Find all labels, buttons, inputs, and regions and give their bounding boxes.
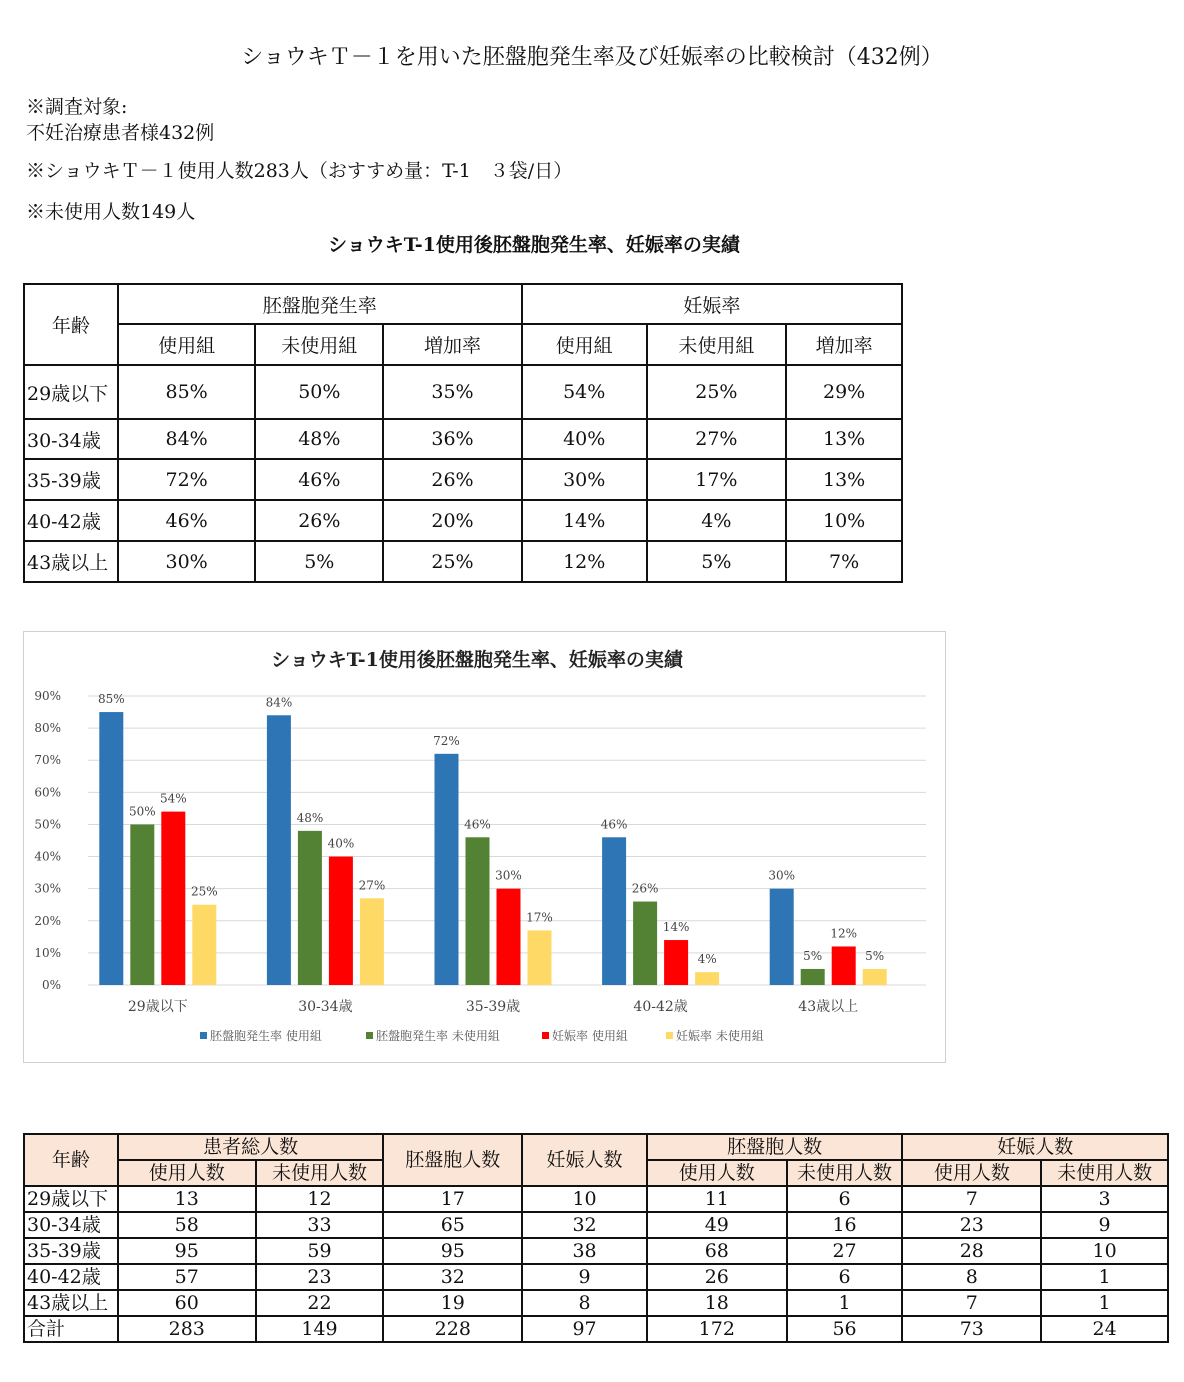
row-age-label: 30-34歳 [24, 1212, 118, 1238]
table-row [24, 541, 902, 582]
bar [801, 969, 825, 985]
data-label: 5% [803, 948, 823, 963]
table-cell: 28 [902, 1238, 1041, 1264]
table-cell: 46% [118, 500, 256, 541]
table-cell: 10 [522, 1186, 647, 1212]
table-cell: 65 [383, 1212, 522, 1238]
data-label: 46% [464, 817, 491, 832]
table-cell: 14% [522, 500, 647, 541]
row-age-label: 30-34歳 [24, 419, 118, 459]
table-cell: 5% [647, 541, 787, 582]
table-cell: 1 [787, 1290, 903, 1316]
table-row [24, 1264, 1168, 1290]
x-tick-label: 35-39歳 [465, 999, 521, 1015]
table-cell: 10 [1041, 1238, 1168, 1264]
legend-swatch [200, 1032, 207, 1039]
data-label: 26% [631, 881, 659, 896]
bar [130, 824, 154, 985]
legend-swatch [366, 1032, 373, 1039]
unused-count-note: ※未使用人数149人 [26, 201, 196, 223]
chart-title: ショウキT-1使用後胚盤胞発生率、妊娠率の実績 [271, 649, 683, 671]
legend-swatch [542, 1032, 549, 1039]
y-tick-label: 10% [34, 945, 61, 960]
table-cell: 6 [787, 1186, 903, 1212]
table-cell: 36% [383, 419, 522, 459]
table-cell: 95 [118, 1238, 256, 1264]
bar [329, 857, 353, 985]
bar [695, 972, 719, 985]
table-cell: 8 [902, 1264, 1041, 1290]
bar [192, 905, 216, 985]
table-cell: 12% [522, 541, 647, 582]
row-age-label: 35-39歳 [24, 459, 118, 500]
rate-subheader: 未使用組 [255, 324, 383, 365]
table-cell: 27% [647, 419, 787, 459]
bar [602, 837, 626, 985]
table-cell: 26 [647, 1264, 787, 1290]
y-tick-label: 60% [34, 785, 61, 800]
table-cell: 11 [647, 1186, 787, 1212]
count-header-blastocyst-total: 胚盤胞人数 [383, 1134, 522, 1186]
bar [298, 831, 322, 985]
table-cell: 84% [118, 419, 256, 459]
row-age-label: 35-39歳 [24, 1238, 118, 1264]
rate-subheader: 使用組 [118, 324, 256, 365]
table-cell: 26% [383, 459, 522, 500]
table-cell: 49 [647, 1212, 787, 1238]
table-row [24, 459, 902, 500]
table-cell: 60 [118, 1290, 256, 1316]
row-age-label: 40-42歳 [24, 500, 118, 541]
count-subheader: 使用人数 [647, 1160, 787, 1186]
table-cell: 48% [255, 419, 383, 459]
table-cell: 17 [383, 1186, 522, 1212]
table-cell: 13 [118, 1186, 256, 1212]
count-subheader: 未使用人数 [1041, 1160, 1168, 1186]
used-count-note: ※ショウキＴ－１使用人数283人（おすすめ量：T-1 ３袋/日） [26, 160, 573, 182]
table-cell: 18 [647, 1290, 787, 1316]
x-tick-label: 43歳以上 [798, 999, 859, 1015]
table-cell: 68 [647, 1238, 787, 1264]
table-cell: 23 [902, 1212, 1041, 1238]
legend-label: 妊娠率 使用組 [552, 1029, 628, 1043]
table-cell: 33 [256, 1212, 384, 1238]
table-cell: 24 [1041, 1316, 1168, 1342]
table-cell: 1 [1041, 1290, 1168, 1316]
data-label: 17% [526, 910, 553, 925]
data-label: 30% [495, 868, 522, 883]
rate-subheader: 未使用組 [647, 324, 787, 365]
bar [466, 837, 490, 985]
table-cell: 26% [255, 500, 383, 541]
count-group-pregnancy: 妊娠人数 [902, 1134, 1168, 1160]
table-cell: 97 [522, 1316, 647, 1342]
y-tick-label: 0% [41, 978, 61, 992]
table-cell: 12 [256, 1186, 384, 1212]
data-label: 25% [190, 884, 218, 899]
table-cell: 5% [255, 541, 383, 582]
rate-subheader: 増加率 [786, 324, 902, 365]
bar-chart [23, 631, 946, 1063]
table-cell: 29% [786, 365, 902, 419]
table-row [24, 1238, 1168, 1264]
table-cell: 9 [1041, 1212, 1168, 1238]
table-cell: 13% [786, 419, 902, 459]
x-tick-label: 40-42歳 [633, 999, 688, 1015]
table-cell: 58 [118, 1212, 256, 1238]
table-cell: 20% [383, 500, 522, 541]
count-subheader: 使用人数 [902, 1160, 1041, 1186]
bar [664, 940, 688, 985]
table-cell: 4% [647, 500, 787, 541]
rate-subheader: 増加率 [383, 324, 522, 365]
rate-group-pregnancy: 妊娠率 [522, 284, 902, 324]
page-title: ショウキＴ－１を用いた胚盤胞発生率及び妊娠率の比較検討（432例） [241, 45, 943, 70]
data-label: 4% [697, 952, 717, 967]
data-label: 84% [265, 695, 293, 710]
table-cell: 40% [522, 419, 647, 459]
table-cell: 6 [787, 1264, 903, 1290]
table-cell: 25% [383, 541, 522, 582]
row-age-label: 合計 [24, 1316, 118, 1342]
rate-age-header: 年齢 [24, 284, 118, 365]
table-cell: 7 [902, 1290, 1041, 1316]
data-label: 12% [830, 926, 858, 941]
count-table [23, 1133, 1169, 1343]
count-age-header: 年齢 [24, 1134, 118, 1186]
table-cell: 27 [787, 1238, 903, 1264]
table-row [24, 500, 902, 541]
data-label: 30% [768, 868, 796, 883]
row-age-label: 43歳以上 [24, 1290, 118, 1316]
target-label: ※調査対象: [26, 96, 128, 118]
row-age-label: 43歳以上 [24, 541, 118, 582]
bar [99, 712, 123, 985]
legend-label: 妊娠率 未使用組 [676, 1029, 764, 1043]
y-tick-label: 50% [34, 817, 61, 832]
table-cell: 1 [1041, 1264, 1168, 1290]
target-value: 不妊治療患者様432例 [26, 122, 215, 144]
table-cell: 56 [787, 1316, 903, 1342]
y-tick-label: 20% [34, 913, 61, 928]
table-cell: 22 [256, 1290, 384, 1316]
table-cell: 172 [647, 1316, 787, 1342]
y-tick-label: 90% [34, 689, 61, 703]
count-header-pregnancy-total: 妊娠人数 [522, 1134, 647, 1186]
bar [528, 930, 552, 985]
table-cell: 32 [383, 1264, 522, 1290]
table-row [24, 365, 902, 419]
table-cell: 57 [118, 1264, 256, 1290]
table-row [24, 419, 902, 459]
legend-label: 胚盤胞発生率 未使用組 [376, 1029, 500, 1043]
bar-chart-svg [24, 632, 945, 1062]
count-subheader: 未使用人数 [787, 1160, 903, 1186]
data-label: 54% [159, 791, 187, 806]
y-tick-label: 30% [34, 881, 61, 896]
rate-subheader: 使用組 [522, 324, 647, 365]
count-subheader: 未使用人数 [256, 1160, 384, 1186]
bar [770, 889, 794, 985]
table-cell: 7% [786, 541, 902, 582]
table-cell: 17% [647, 459, 787, 500]
row-age-label: 40-42歳 [24, 1264, 118, 1290]
rate-group-blastocyst: 胚盤胞発生率 [118, 284, 522, 324]
data-label: 48% [296, 810, 324, 825]
table-cell: 228 [383, 1316, 522, 1342]
table-row [24, 1290, 1168, 1316]
table-cell: 30% [118, 541, 256, 582]
y-tick-label: 80% [34, 721, 61, 736]
data-label: 40% [327, 836, 355, 851]
table-cell: 30% [522, 459, 647, 500]
table-cell: 54% [522, 365, 647, 419]
table-cell: 25% [647, 365, 787, 419]
table-cell: 46% [255, 459, 383, 500]
table-cell: 72% [118, 459, 256, 500]
data-label: 5% [865, 948, 885, 963]
count-group-blastocyst: 胚盤胞人数 [647, 1134, 903, 1160]
table-cell: 9 [522, 1264, 647, 1290]
data-label: 50% [128, 804, 156, 819]
rate-table [23, 283, 903, 583]
count-group-patients: 患者総人数 [118, 1134, 384, 1160]
bar [633, 902, 657, 985]
data-label: 14% [662, 920, 690, 935]
table-cell: 50% [255, 365, 383, 419]
table-cell: 283 [118, 1316, 256, 1342]
table-cell: 8 [522, 1290, 647, 1316]
table-cell: 85% [118, 365, 256, 419]
data-label: 27% [358, 878, 386, 893]
bar [360, 898, 384, 985]
table-cell: 16 [787, 1212, 903, 1238]
data-label: 46% [600, 817, 628, 832]
bar [863, 969, 887, 985]
table-cell: 13% [786, 459, 902, 500]
count-subheader: 使用人数 [118, 1160, 256, 1186]
bar [435, 754, 459, 985]
row-age-label: 29歳以下 [24, 365, 118, 419]
table-cell: 35% [383, 365, 522, 419]
legend-swatch [666, 1032, 673, 1039]
table-cell: 38 [522, 1238, 647, 1264]
y-tick-label: 70% [34, 753, 61, 768]
bar [832, 946, 856, 985]
table-row [24, 1186, 1168, 1212]
table-cell: 59 [256, 1238, 384, 1264]
row-age-label: 29歳以下 [24, 1186, 118, 1212]
y-tick-label: 40% [34, 849, 61, 864]
table-cell: 32 [522, 1212, 647, 1238]
table-cell: 73 [902, 1316, 1041, 1342]
bar [161, 812, 185, 985]
table-cell: 19 [383, 1290, 522, 1316]
bar [267, 715, 291, 985]
table-cell: 10% [786, 500, 902, 541]
table-cell: 23 [256, 1264, 384, 1290]
bar [497, 889, 521, 985]
data-label: 85% [97, 692, 125, 707]
table-cell: 95 [383, 1238, 522, 1264]
x-tick-label: 29歳以下 [127, 999, 188, 1015]
table-cell: 7 [902, 1186, 1041, 1212]
legend-label: 胚盤胞発生率 使用組 [210, 1029, 322, 1043]
x-tick-label: 30-34歳 [298, 999, 353, 1015]
table-row [24, 1316, 1168, 1342]
section-subtitle: ショウキT-1使用後胚盤胞発生率、妊娠率の実績 [328, 234, 740, 256]
table-row [24, 1212, 1168, 1238]
table-cell: 3 [1041, 1186, 1168, 1212]
table-cell: 149 [256, 1316, 384, 1342]
data-label: 72% [433, 733, 460, 748]
